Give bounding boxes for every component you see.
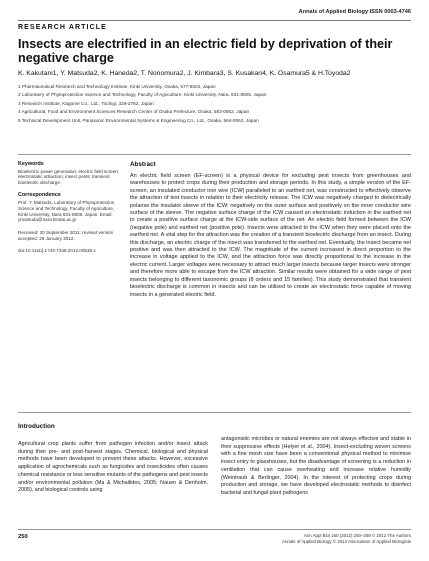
body-divider xyxy=(18,412,411,413)
article-sidebar xyxy=(18,161,122,253)
affiliation-2: 2 Laboratory of Phytoprotection Science and Technology, Faculty of Agriculture, Kinki University, Nara, 631-8505, Japan xyxy=(18,92,267,98)
introduction-left-column xyxy=(18,423,208,495)
introduction-left-text: Agricultural crop plants suffer from pathogen infection and/or insect attack during their pre- and post-harvest stages. Chemical, biological and physical methods have been developed to prevent these attacks. However, excessive application of agrochemicals such as fungicides and insecticides often causes chemical resistance or less sensitive mutants of the pathogens and pest insects and/or environmental pollution (Ma & Michailides, 2005; Nauen & Denholm, 2005), and biological controls using xyxy=(18,441,208,494)
footer-line-2: Annals of Applied Biology © 2012 Association of Applied Biologists xyxy=(282,538,411,544)
journal-header: Annals of Applied Biology ISSN 0003-4746 xyxy=(298,9,411,15)
abstract-body: An electric field screen (EF-screen) is a physical device for excluding pest insects from greenhouses and warehouses to protect crops during their production and storage periods. In this study, a simple version of the EF-screen, an insulated conductor iron wire (ICW) paralleled to an earthed net, was constructed to effectively observe the attraction of test insects in relation to their electricity release. The ICW was negatively charged to dielectrically polarise the insulator sleeve of the ICW: negatively on the outer surface and positively on the inner conductor wire surface of the sleeve. The negative surface charge of the ICW caused an electrostatic induction in the earthed net to create a positive surface charge at the ICW-side surface of the net. An electric field formed between the ICW (negative pole) and earthed net (positive pole). Insects were attracted to the ICW when they were placed onto the earthed net. A vital step for the attraction was the creation of a transient bioelectric discharge from an insect. During this discharge, an electric charge of the insect was transferred to the earthed net. Eventually, the insect became net positive and was then attracted to the ICW. The magnitude of the current increased in direct proportion to the increase in voltage applied to the ICW, and the attraction force was directly proportional to the increase in the electric current. Larger voltages were necessary to attract much larger insects because larger insects were stronger and therefore more able to escape from the ICW attraction. Similar results were obtained for a wide range of pest insects belonging to different taxonomic groups (8 orders and 15 families). This study demonstrated that transient bioelectric discharge is common in insects and can be utilised to create an electrostatic force capable of moving insects in a generated electric field. xyxy=(130,173,411,298)
header-rule xyxy=(18,20,411,21)
section-divider xyxy=(18,154,411,155)
section-label: RESEARCH ARTICLE xyxy=(18,24,107,31)
keywords-heading: Keywords xyxy=(18,161,44,167)
footer-rule xyxy=(18,529,411,530)
affiliation-list xyxy=(18,83,411,125)
author-list: K. Kakutani1, Y. Matsuda2, K. Haneda2, T. Nonomura2, J. Kimbara3, S. Kusakari4, K. Osamura5 & H.Toyoda2 xyxy=(18,70,351,77)
article-title: Insects are electrified in an electric field by deprivation of their negative charge xyxy=(18,37,393,66)
introduction-right-text: antagonistic microbes or natural enemies are not always effective and stable in their suppressive effects (Helyer et al., 2004). Insect-excluding woven screens with a fine mesh size have been a conventional physical method to minimise insect entry to glasshouses, but the disadvantage of screening is a reduction in ventilation that can cause overheating and increase relative humidity (Weintraub & Berlinger, 2004). In the interest of protecting crops during production and storage, we have developed electrostatic methods to disinfect bacterial and fungal plant pathogens xyxy=(221,436,411,496)
affiliation-1: 1 Pharmaceutical Research and Technology Institute, Kinki University, Osaka, 577-8502, Japan xyxy=(18,84,216,89)
affiliation-3: 3 Research Institute, Kagome Co., Ltd., Tochigi, 329-2762, Japan xyxy=(18,100,154,106)
correspondence-heading: Correspondence xyxy=(18,192,61,199)
keywords-text: Bioelectric power generation; electric field screen; electrostatic attraction; insect pests; transient bioelectric discharge. xyxy=(18,168,120,186)
introduction-heading: Introduction xyxy=(18,423,55,430)
footer-line-1: Ann Appl Biol 160 (2012) 250–259 © 2012 The Authors xyxy=(303,533,411,538)
affiliation-5: 5 Technical Development Unit, Panasonic Environmental Systems & Engineering Co., Ltd., Osaka, 564-0062, Japan xyxy=(18,117,259,123)
affiliation-4: 4 Agricultural, Food and Environment Sciences Research Center of Osaka Prefecture, Osaka, 583-0862, Japan xyxy=(18,109,250,115)
footer-citation xyxy=(282,533,411,544)
abstract-heading: Abstract xyxy=(130,161,156,168)
doi-link[interactable]: doi:10.1111/j.1744-7348.2012.00538.x xyxy=(18,248,96,254)
abstract-section xyxy=(130,161,411,299)
received-dates: Received: 20 September 2011; revised version accepted: 29 January 2012. xyxy=(18,230,114,242)
correspondence-text: Prof. Y. Matsuda, Laboratory of Phytoprotection Science and Technology, Faculty of Agriculture, Kinki University, Nara 631-8505, Japan. Email: ymatsuda@nara.kindai.ac.jp xyxy=(18,199,115,223)
page-number: 250 xyxy=(18,534,28,540)
